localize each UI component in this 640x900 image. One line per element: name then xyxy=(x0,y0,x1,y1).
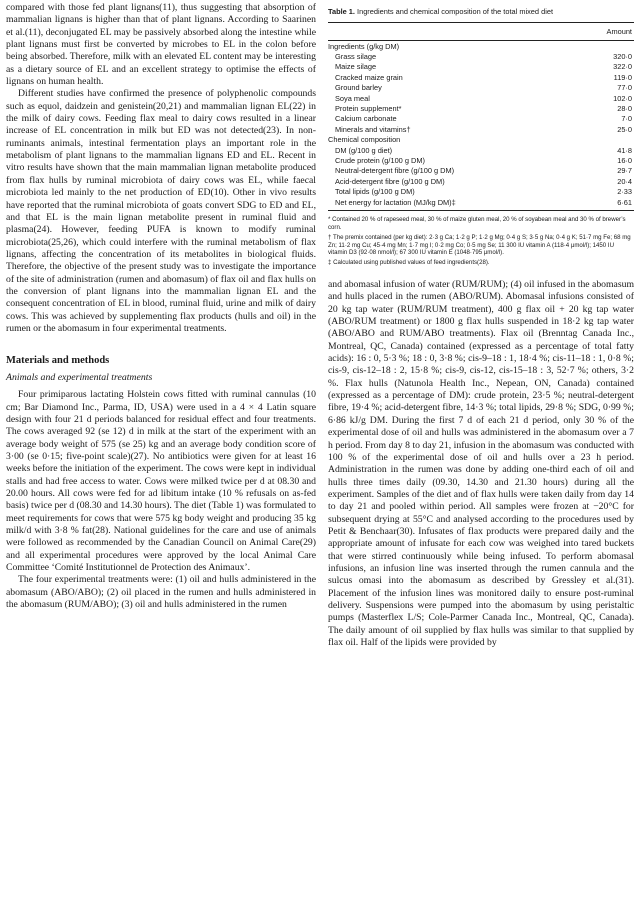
table-row xyxy=(328,62,634,72)
table-row xyxy=(328,186,634,196)
table-cell-label: Chemical composition xyxy=(328,135,401,145)
table-cell-label: Neutral-detergent fibre (g/100 g DM) xyxy=(335,166,455,176)
table-cell-value: 2·33 xyxy=(617,187,632,197)
table-cell-label: Cracked maize grain xyxy=(335,72,403,82)
table-title: Ingredients and chemical composition of the total mixed diet xyxy=(354,7,553,16)
table-footnotes xyxy=(328,211,634,267)
table-cell-value: 28·0 xyxy=(617,104,632,114)
table-row xyxy=(328,155,634,165)
table-cell-value: 25·0 xyxy=(617,124,632,134)
table-cell-value: 7·0 xyxy=(621,114,632,124)
table-cell-label: Minerals and vitamins† xyxy=(335,124,411,134)
table-row xyxy=(328,103,634,113)
table-cell-value: 41·8 xyxy=(617,145,632,155)
table-cell-value xyxy=(582,135,634,145)
paragraph-animals: Four primiparous lactating Holstein cows fitted with ruminal cannulas (10 cm; Bar Diamond Inc., Parma, ID, USA) were used in a 4 × 4 Latin square design with four 21 d periods balanced for residual effect and four treatments. The cows averaged 92 (se 12) d in milk at the start of the experiment with an average body weight of 575 (se 25) kg and an average body condition score of 3·00 (se 0·15; five-point scale)(27). No antibiotics were given for at least 16 weeks before the initiation of the experiment. The cows were kept in individual stalls and had free access to water. Cows were milked twice per d at 08.30 and 20.00 hours. All cows were fed for ad libitum intake (10 % refusals on as-fed basis) twice per d (08.30 and 14.30 hours). The diet (Table 1) was formulated to meet requirements for cows that were 575 kg body weight and producing 35 kg milk/d with 3·8 % fat(28). National guidelines for the care and use of animals were followed as recommended by the Canadian Council on Animal Care(29) and all experimental procedures were approved by the local Animal Care Committee ‘Comité Institutionnel de Protection des Animaux’. xyxy=(6,389,316,574)
table-row xyxy=(328,114,634,124)
table-cell-label: DM (g/100 g diet) xyxy=(335,145,393,155)
table-cell-label: Ground barley xyxy=(335,83,382,93)
table-1 xyxy=(328,4,634,267)
table-body xyxy=(328,41,634,207)
table-cell-value: 320·0 xyxy=(613,52,632,62)
table-cell-label: Total lipids (g/100 g DM) xyxy=(335,187,415,197)
table-row xyxy=(328,176,634,186)
table-cell-value: 77·0 xyxy=(617,83,632,93)
table-cell-value: 20·4 xyxy=(617,176,632,186)
footnote-premix: † The premix contained (per kg diet): 2·3 g Ca; 1·2 g P; 1·2 g Mg; 0·4 g S; 3·5 g Na; 0·4 g K; 51·7 mg Fe; 68 mg Zn; 11·2 mg Cu; 45·4 mg Mn; 1·7 mg I; 0·2 mg Co; 0·5 mg Se; 11 300 IU vitamin A (118·4 μmol/l); 1450 IU vitamin D3 (92·08 nmol/l); 67 300 IU vitamin E (1048·795 μmol/l). xyxy=(328,233,631,257)
table-column-header: Amount xyxy=(328,23,634,41)
heading-materials-methods: Materials and methods xyxy=(6,355,110,367)
table-cell-label: Maize silage xyxy=(335,62,377,72)
table-cell-value: 16·0 xyxy=(617,155,632,165)
table-row xyxy=(328,93,634,103)
table-row xyxy=(328,83,634,93)
table-cell-value: 29·7 xyxy=(617,166,632,176)
paragraph-treatments: The four experimental treatments were: (1) oil and hulls administered in the abomasum (ABO/ABO); (2) oil placed in the rumen and hulls administered in the abomasum (RUM/ABO); (3) oil and hulls administered in the rumen xyxy=(6,574,316,611)
table-cell-label: Protein supplement* xyxy=(335,104,402,114)
table-row xyxy=(328,41,634,51)
table-row xyxy=(328,72,634,82)
table-cell-label: Net energy for lactation (MJ/kg DM)‡ xyxy=(335,197,456,207)
table-row xyxy=(328,124,634,134)
table-cell-label: Ingredients (g/kg DM) xyxy=(328,41,400,51)
table-cell-value: 119·0 xyxy=(613,72,632,82)
table-cell-label: Crude protein (g/100 g DM) xyxy=(335,155,425,165)
table-cell-label: Acid-detergent fibre (g/100 g DM) xyxy=(335,176,445,186)
table-row xyxy=(328,135,634,145)
footnote-protein: * Contained 20 % of rapeseed meal, 30 % of maize gluten meal, 20 % of soyabean meal and 30 % of brewer’s corn. xyxy=(328,216,626,232)
paragraph-intro-end: compared with those fed plant lignans(11), thus suggesting that absorption of mammalian lignans is higher than that of plant lignans. According to Saarinen et al.(11), deconjugated EL may be passively absorbed along the intestine while plant lignans must first be converted by microbes to EL in the colon before being absorbed. Therefore, milk with an elevated EL content may be interesting as a dietary source of EL and an excellent strategy to optimise the effects of lignans on human health. xyxy=(6,2,316,88)
footnote-energy: ‡ Calculated using published values of feed ingredients(28). xyxy=(328,259,490,267)
left-column xyxy=(6,0,316,611)
table-cell-label: Grass silage xyxy=(335,52,377,62)
table-row xyxy=(328,51,634,61)
table-row xyxy=(328,145,634,155)
right-column xyxy=(328,0,634,649)
table-cell-value xyxy=(582,41,634,51)
table-row xyxy=(328,197,634,207)
table-cell-label: Calcium carbonate xyxy=(335,114,397,124)
table-cell-value: 102·0 xyxy=(613,93,632,103)
table-row xyxy=(328,166,634,176)
table-cell-value: 6·61 xyxy=(617,197,632,207)
paragraph-polyphenols: Different studies have confirmed the presence of polyphenolic compounds such as equol, daidzein and genistein(20,21) and mammalian lignan EL(22) in the milk of dairy cows. Feeding flax meal to dairy cows resulted in a linear increase of EL concentration in milk but ED was not detected(23). In non-ruminants animals, intestinal fermentation plays an important role in the metabolism of plant lignans to the mammalian lignans ED and EL. Recent in vitro results have shown that the main mammalian lignan metabolite produced from flax hulls by ruminal microbiota of dairy cows was EL, while faecal microbiota led mainly to the net production of ED(10). Other in vivo results have reported that the ruminal microbiota of goats convert SDG to ED and EL, and that EL is the main lignan metabolite present in ruminal fluid and plasma(24). However, feeding PUFA is known to modify ruminal microbiota(25,26), which could interfere with the ruminal metabolism of flax lignans, affecting the concentration of its metabolites in biological fluids. Therefore, the objective of the present study was to investigate the importance of the site of administration (rumen and abomasum) of flax oil and flax hulls on the conversion of plant lignans into the mammalian lignan EL and the consequent concentration of EL in blood, ruminal fluid, urine and milk of dairy cows. This was achieved by supplementing flax products (hulls and oil) in the rumen or the abomasum in four experimental treatments. xyxy=(6,88,316,334)
table-cell-value: 322·0 xyxy=(613,62,632,72)
paragraph-infusion-methods: and abomasal infusion of water (RUM/RUM); (4) oil infused in the abomasum and hulls placed in the rumen (ABO/RUM). Abomasal infusions consisted of 20 kg tap water (RUM/RUM treatment), 400 g flax oil + 20 kg tap water (ABO/RUM treatment) or 1800 g flax hulls suspended in 18·2 kg tap water (ABO/ABO and RUM/ABO treatments). Flax oil (Brenntag Canada Inc., Montreal, QC, Canada) contained (expressed as a percentage of total fatty acids): 16 : 0, 5·3 %; 18 : 0, 3·8 %; cis-9–18 : 1, 18·4 %; cis-11–18 : 1, 0·8 %; cis-9, cis-12–18 : 2, 15·8 %; cis-9, cis-12, cis-15–18 : 3, 52·7 %; others, 3·2 %. Flax hulls (Natunola Health Inc., Nepean, ON, Canada) contained (expressed as a percentage of DM): crude protein, 23·5 %; neutral-detergent fibre, 19·4 %; acid-detergent fibre, 14·3 %; total lipids, 29·8 %; SDG, 0·99 %; 6·86 kJ/g DM. During the first 7 d of each 21 d period, only 30 % of the experimental dose of oil and hulls was administered in the abomasum over a 7 h period. From day 8 to day 21, infusion in the abomasum was conducted with 100 % of the experimental dose of oil and hulls over a 23 h period. Administration in the rumen was done by adding one-third each of oil and hulls three times daily (09.30, 14.30 and 21.30 hours) during all the experiment. Samples of the diet and of flax hulls were taken daily from day 14 to day 21 and pooled within period. All samples were frozen at −20°C for subsequent drying at 55°C and analysed according to the procedures used by Petit & Benchaar(30). Infusates of flax products were prepared daily and the appropriate amount of infusate for each cow was weighed into tared buckets that were stirred continuously while being infused. To perform abomasal infusions, an infusion line was inserted through the rumen cannula and the sulcus omasi into the abomasum as described by Gressley et al.(31). Placement of the infusion lines was monitored daily to ensure post-ruminal delivery. Suspensions were pumped into the abomasum by using peristaltic pumps (Masterflex L/S; Cole-Parmer Canada Inc., Montreal, QC, Canada). The daily amount of oil supplied by flax hulls was similar to that supplied by flax oil. Half of the lipids were provided by xyxy=(328,279,634,648)
table-number: Table 1. xyxy=(328,7,355,16)
table-cell-label: Soya meal xyxy=(335,93,370,103)
subheading-animals: Animals and experimental treatments xyxy=(6,372,153,384)
table-caption xyxy=(328,4,634,23)
